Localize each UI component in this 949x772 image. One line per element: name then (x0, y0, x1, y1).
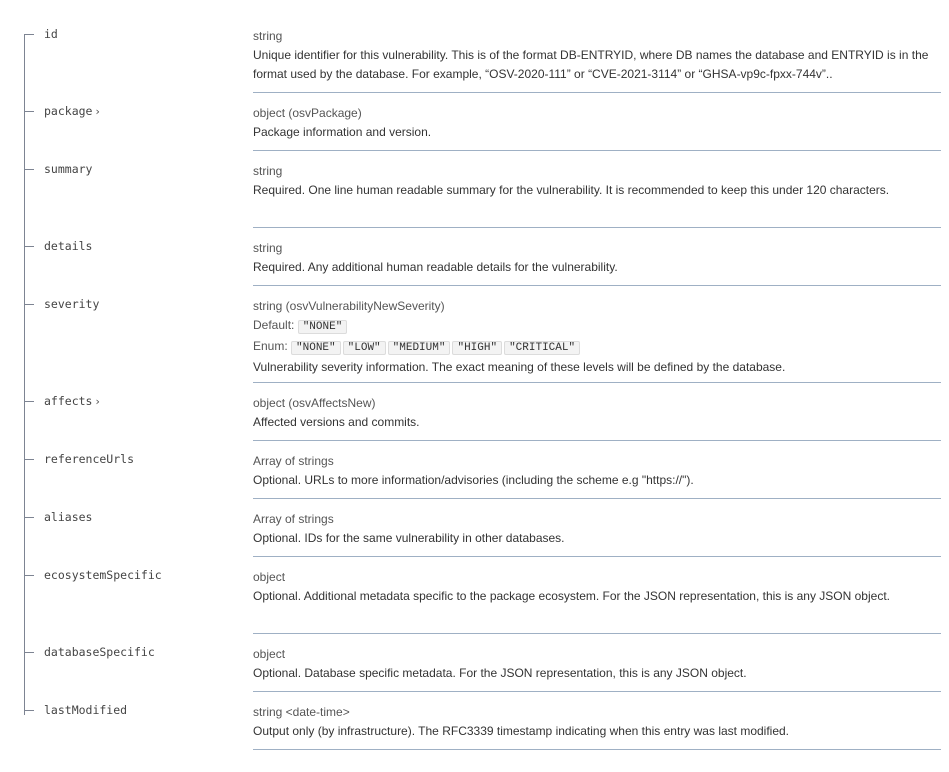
row-divider (253, 382, 941, 383)
property-text: Vulnerability severity information. The exact meaning of these levels will be defined by the database. (253, 360, 786, 374)
row-divider (253, 440, 941, 441)
property-description (253, 394, 939, 432)
property-text: Optional. Database specific metadata. For the JSON representation, this is any JSON object. (253, 666, 747, 680)
property-type: string (osvVulnerabilityNewSeverity) (253, 299, 445, 313)
property-type: string (253, 241, 283, 255)
property-name[interactable]: package › (44, 104, 100, 118)
tree-branch (25, 459, 34, 460)
row-divider (253, 285, 941, 286)
property-name[interactable]: aliases (44, 510, 93, 524)
property-name[interactable]: summary (44, 162, 93, 176)
property-type: object (osvPackage) (253, 106, 362, 120)
chevron-right-icon[interactable]: › (95, 395, 100, 408)
property-description (253, 568, 939, 606)
property-text: Optional. URLs to more information/advisories (including the scheme e.g "https://"). (253, 473, 694, 487)
enum-line (253, 337, 939, 358)
row-divider (253, 556, 941, 557)
property-description (253, 645, 939, 683)
property-description (253, 27, 939, 84)
enum-value: "CRITICAL" (504, 341, 580, 355)
row-divider (253, 633, 941, 634)
tree-line (24, 34, 25, 715)
tree-branch (25, 169, 34, 170)
property-name[interactable]: id (44, 27, 58, 41)
property-type: string <date-time> (253, 705, 350, 719)
property-description (253, 239, 939, 277)
default-value: "NONE" (298, 320, 348, 334)
property-description (253, 703, 939, 741)
property-text: Package information and version. (253, 125, 432, 139)
property-name[interactable]: databaseSpecific (44, 645, 155, 659)
property-text: Optional. Additional metadata specific to the package ecosystem. For the JSON representation, this is any JSON object. (253, 589, 890, 603)
property-text: Required. One line human readable summary for the vulnerability. It is recommended to keep this under 120 characters. (253, 183, 890, 197)
tree-line-end (24, 706, 25, 715)
property-text: Optional. IDs for the same vulnerability in other databases. (253, 531, 565, 545)
tree-branch (25, 517, 34, 518)
chevron-right-icon[interactable]: › (95, 105, 100, 118)
tree-branch (25, 652, 34, 653)
property-name[interactable]: ecosystemSpecific (44, 568, 162, 582)
property-type: object (253, 570, 286, 584)
enum-label: Enum: (253, 339, 288, 353)
row-divider (253, 691, 941, 692)
property-name[interactable]: details (44, 239, 93, 253)
enum-value: "HIGH" (452, 341, 502, 355)
property-text: Affected versions and commits. (253, 415, 420, 429)
property-description (253, 297, 939, 377)
property-description (253, 162, 939, 200)
property-name[interactable]: lastModified (44, 703, 128, 717)
tree-branch (25, 34, 34, 35)
property-type: Array of strings (253, 512, 334, 526)
row-divider (253, 227, 941, 228)
default-line (253, 316, 939, 337)
tree-branch (25, 304, 34, 305)
property-description (253, 510, 939, 548)
property-name[interactable]: referenceUrls (44, 452, 135, 466)
tree-branch (25, 710, 34, 711)
tree-branch (25, 246, 34, 247)
tree-branch (25, 111, 34, 112)
property-text: Unique identifier for this vulnerability. This is of the format DB-ENTRYID, where DB names the database and ENTRYID is in the format used by the database. For example, “OSV-2020-111” or “CVE-2021-3114” or “GHSA-vp9c-fpxx-744v”.. (253, 48, 929, 81)
property-type: string (253, 164, 283, 178)
property-text: Required. Any additional human readable details for the vulnerability. (253, 260, 618, 274)
property-text: Output only (by infrastructure). The RFC3339 timestamp indicating when this entry was last modified. (253, 724, 790, 738)
row-divider (253, 749, 941, 750)
row-divider (253, 498, 941, 499)
enum-value: "LOW" (343, 341, 386, 355)
tree-branch (25, 575, 34, 576)
enum-value: "MEDIUM" (388, 341, 451, 355)
row-divider (253, 150, 941, 151)
property-name[interactable]: severity (44, 297, 100, 311)
property-type: string (253, 29, 283, 43)
property-description (253, 452, 939, 490)
property-type: object (253, 647, 286, 661)
property-description (253, 104, 939, 142)
property-type: Array of strings (253, 454, 334, 468)
enum-value: "NONE" (291, 341, 341, 355)
row-divider (253, 92, 941, 93)
tree-branch (25, 401, 34, 402)
property-type: object (osvAffectsNew) (253, 396, 376, 410)
property-name[interactable]: affects › (44, 394, 100, 408)
default-label: Default: (253, 318, 295, 332)
